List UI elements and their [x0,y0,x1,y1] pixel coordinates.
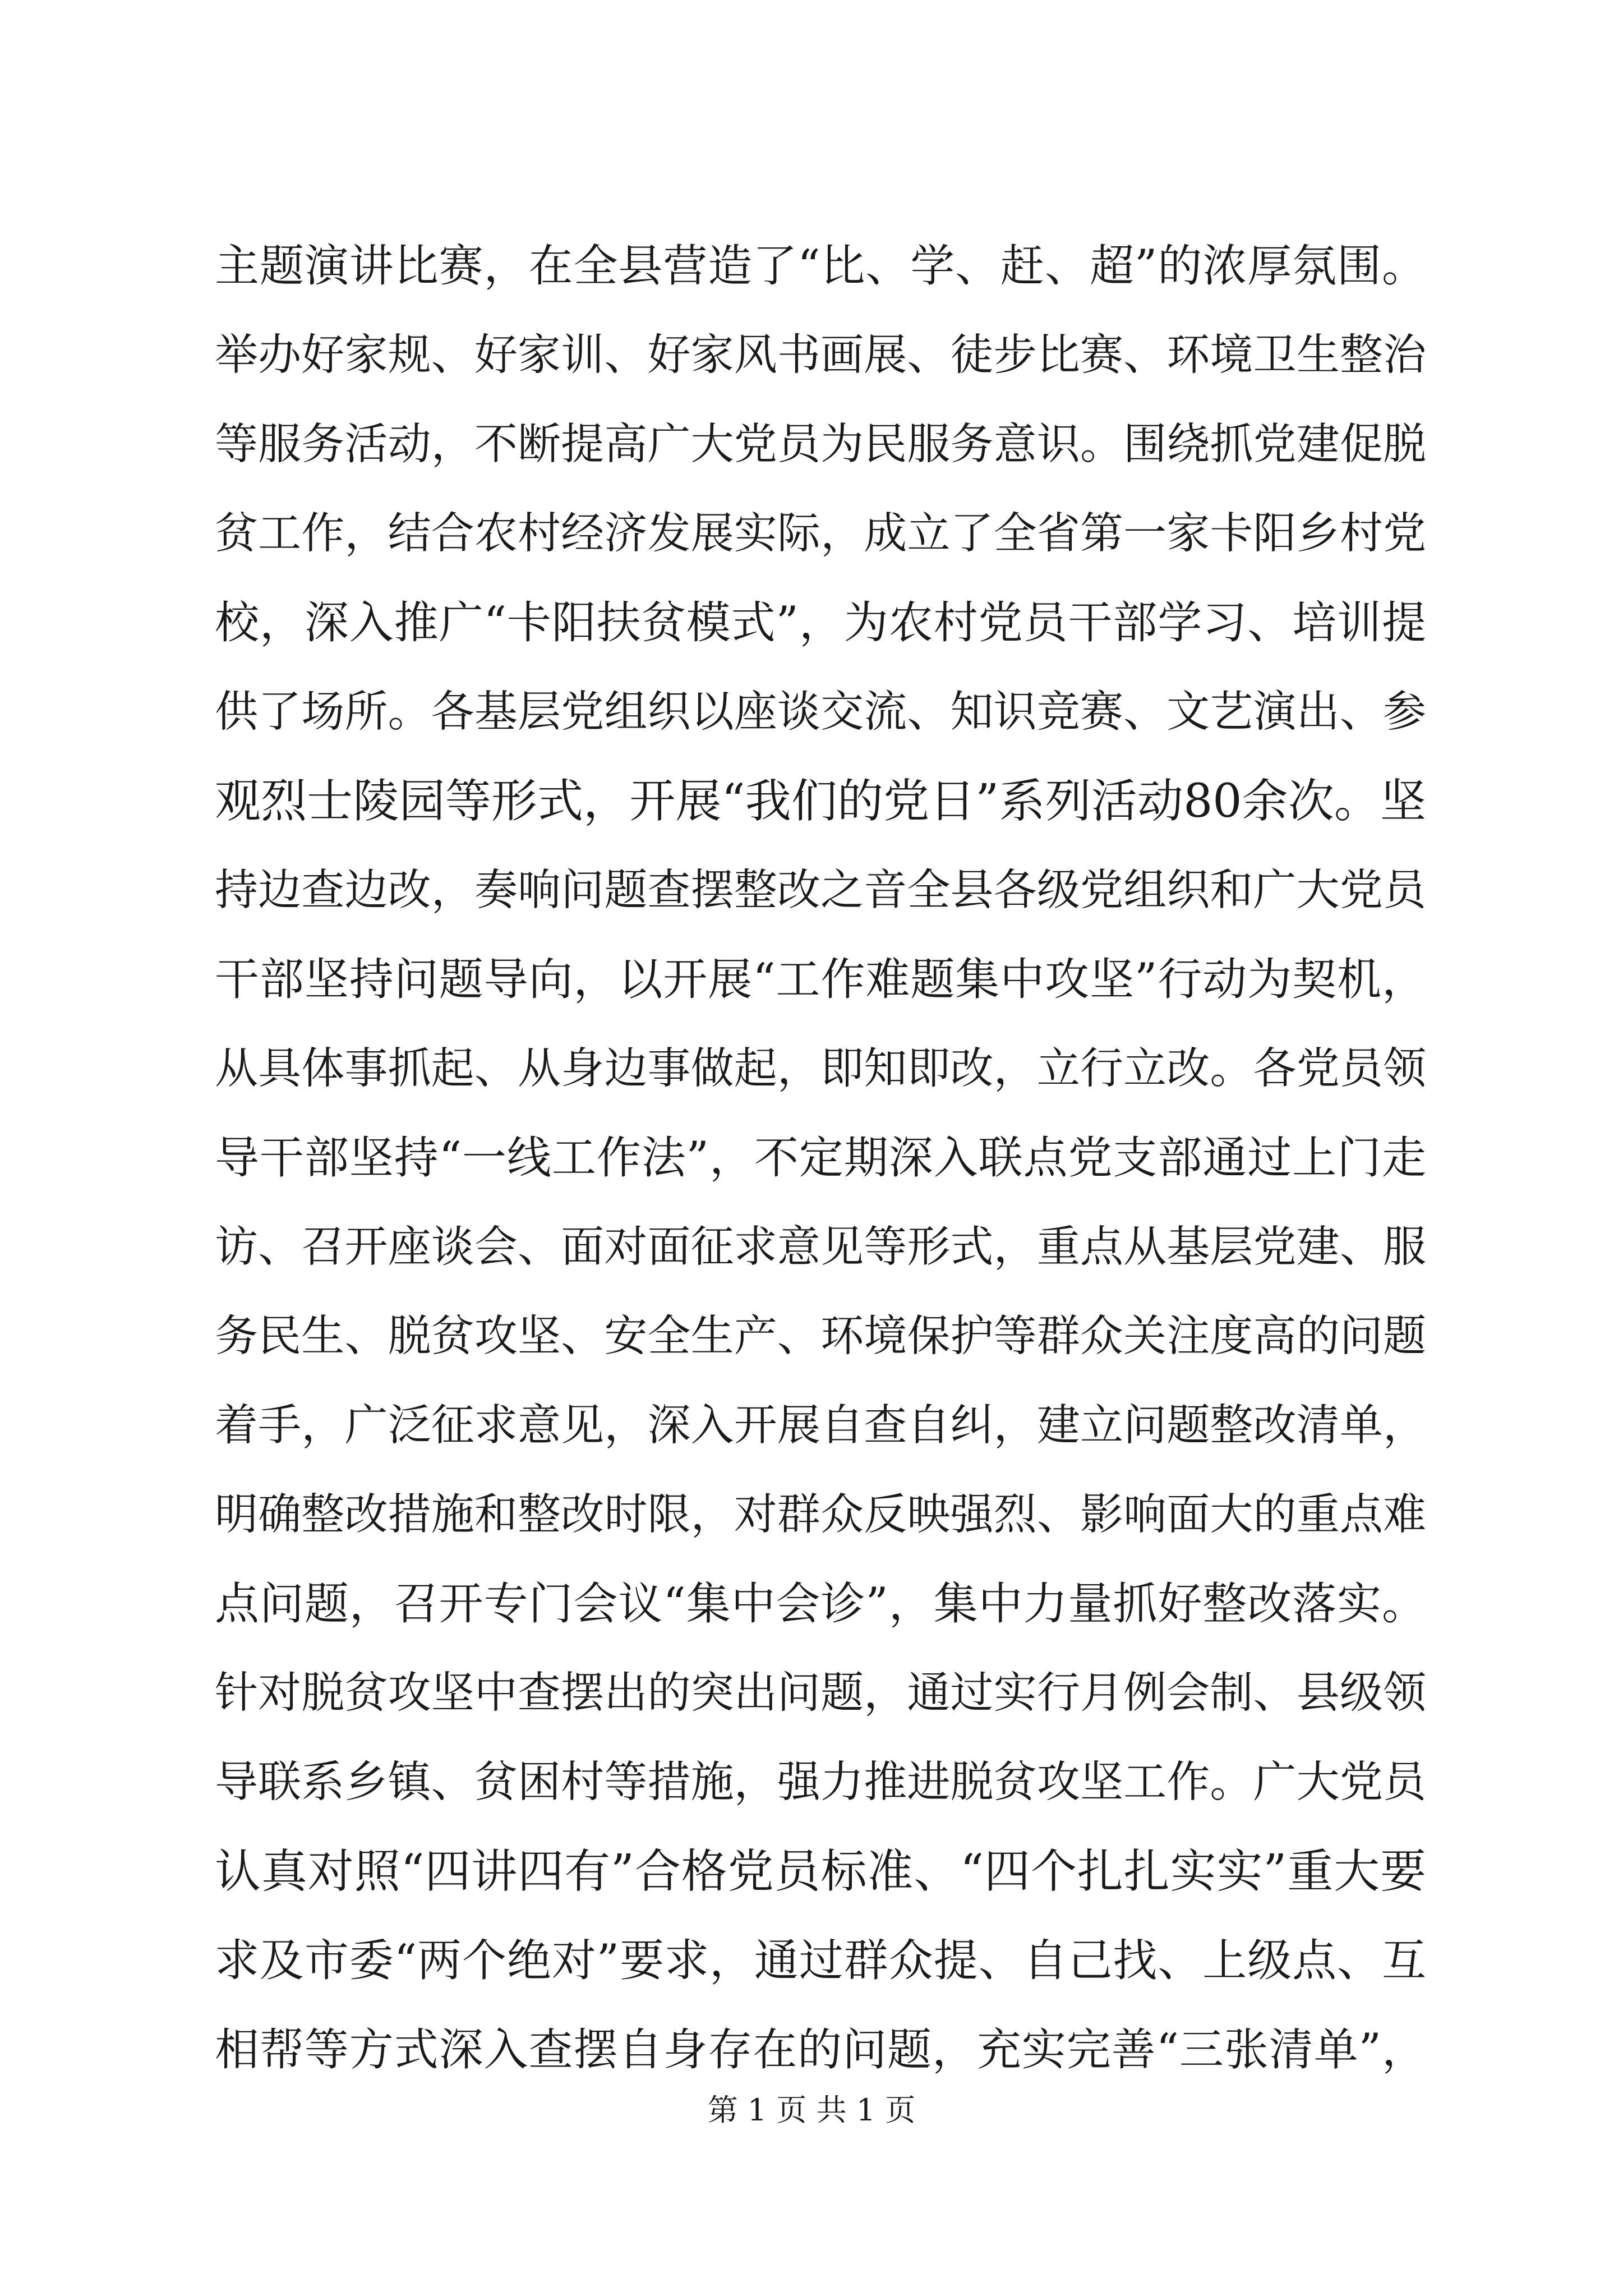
text-line: 点问题，召开专门会议“集中会诊”，集中力量抓好整改落实。 [215,1578,1426,1630]
page-footer [0,2091,1623,2130]
text-line: 访、召开座谈会、面对面征求意见等形式，重点从基层党建、服 [215,1222,1426,1272]
text-line: 持边查边改，奏响问题查摆整改之音全县各级党组织和广大党员 [215,866,1426,915]
text-line: 主题演讲比赛，在全县营造了“比、学、赶、超”的浓厚氛围。 [215,240,1426,292]
text-line: 举办好家规、好家训、好家风书画展、徒步比赛、环境卫生整治 [215,330,1426,380]
text-line: 明确整改措施和整改时限，对群众反映强烈、影响面大的重点难 [215,1490,1426,1540]
text-line: 着手，广泛征求意见，深入开展自查自纠，建立问题整改清单， [215,1401,1426,1451]
text-line: 观烈士陵园等形式，开展“我们的党日”系列活动80余次。坚 [215,775,1426,828]
text-line: 认真对照“四讲四有”合格党员标准、“四个扎扎实实”重大要 [215,1845,1426,1898]
text-line: 导联系乡镇、贫困村等措施，强力推进脱贫攻坚工作。广大党员 [215,1757,1426,1807]
text-line: 针对脱贫攻坚中查摆出的突出问题，通过实行月例会制、县级领 [215,1668,1426,1718]
text-line: 等服务活动，不断提高广大党员为民服务意识。围绕抓党建促脱 [215,420,1426,470]
text-line: 供了场所。各基层党组织以座谈交流、知识竞赛、文艺演出、参 [215,687,1426,737]
text-line: 求及市委“两个绝对”要求，通过群众提、自己找、上级点、互 [215,1935,1426,1986]
page-number-label: 第 1 页 共 1 页 [707,2092,916,2128]
body-text [215,222,1426,2095]
text-line: 干部坚持问题导向，以开展“工作难题集中攻坚”行动为契机， [215,954,1426,1005]
text-line: 导干部坚持“一线工作法”，不定期深入联点党支部通过上门走 [215,1132,1426,1184]
text-line: 贫工作，结合农村经济发展实际，成立了全省第一家卡阳乡村党 [215,509,1426,559]
text-line: 校，深入推广“卡阳扶贫模式”，为农村党员干部学习、培训提 [215,597,1426,648]
text-line: 从具体事抓起、从身边事做起，即知即改，立行立改。各党员领 [215,1044,1426,1094]
text-line: 务民生、脱贫攻坚、安全生产、环境保护等群众关注度高的问题 [215,1312,1426,1361]
text-line: 相帮等方式深入查摆自身存在的问题，充实完善“三张清单”， [215,2024,1426,2076]
